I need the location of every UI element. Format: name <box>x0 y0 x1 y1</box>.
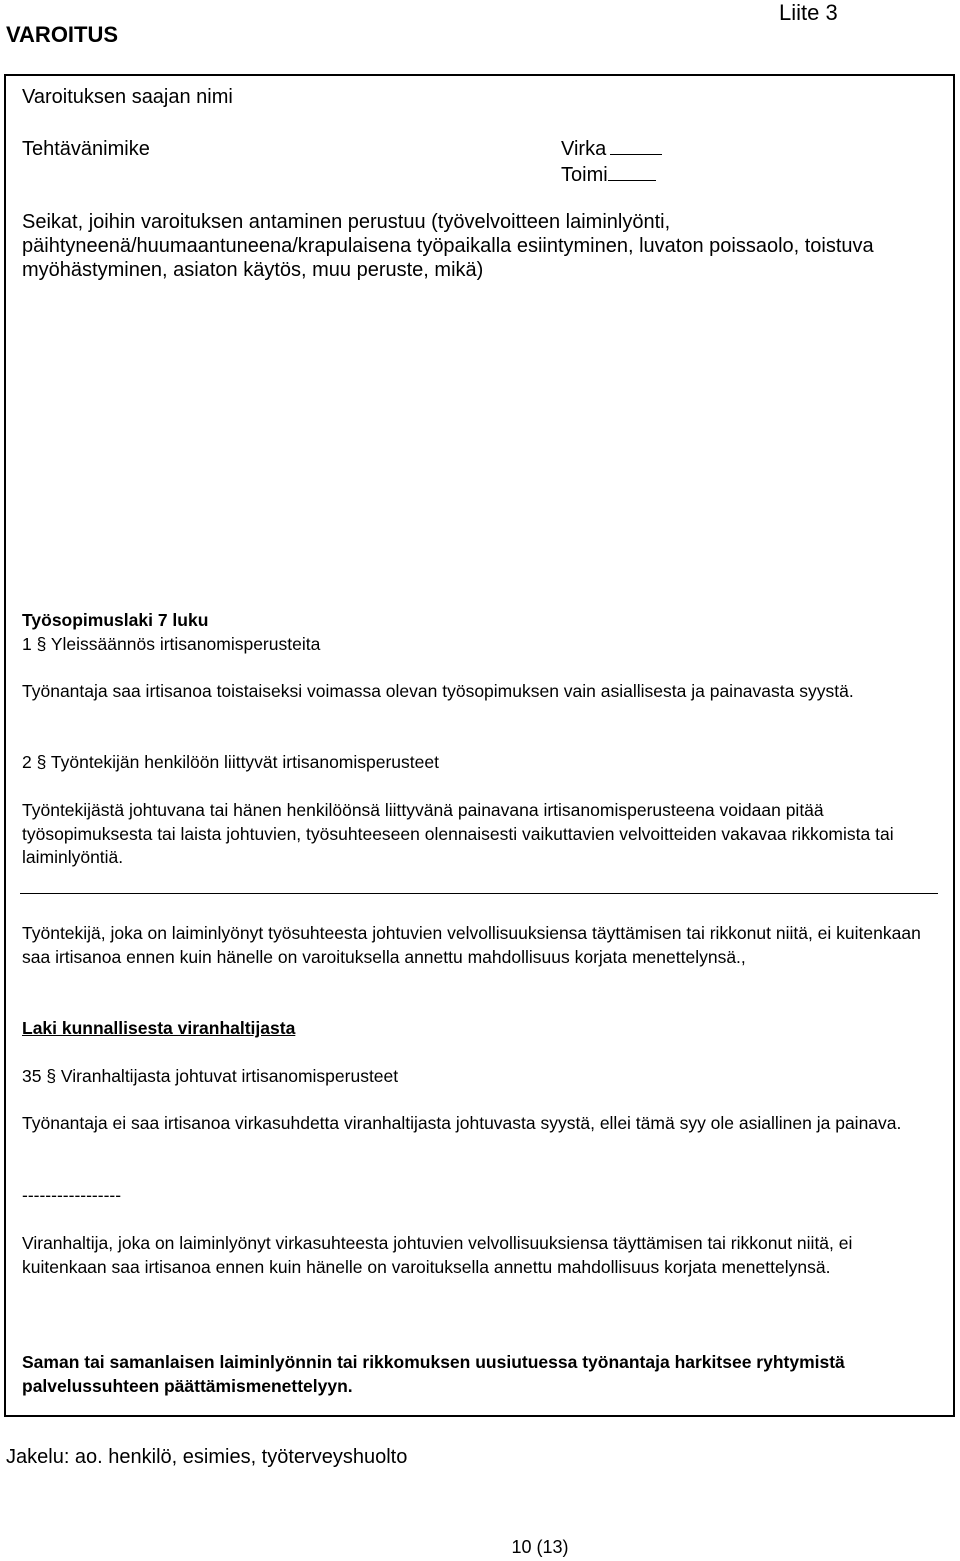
job-title-label: Tehtävänimike <box>22 138 150 160</box>
law2-heading: Laki kunnallisesta viranhaltijasta <box>22 1018 296 1038</box>
virka-field[interactable] <box>561 138 662 161</box>
closing-statement: Saman tai samanlaisen laiminlyönnin tai rikkomuksen uusiutuessa työnantaja harkitsee ryhtymistä palvelussuhteen päättämismenettelyyn. <box>22 1352 845 1396</box>
appendix-label: Liite 3 <box>779 0 838 25</box>
document-title: VAROITUS <box>6 22 119 47</box>
virka-blank-line <box>610 153 662 155</box>
law1-section2-title: 2 § Työntekijän henkilöön liittyvät irtisanomisperusteet <box>22 752 439 772</box>
law1-section1-text: Työnantaja saa irtisanoa toistaiseksi voimassa olevan työsopimuksen vain asiallisesta ja painavasta syystä. <box>22 681 854 701</box>
virka-label: Virka <box>561 138 607 160</box>
toimi-blank-line <box>608 179 656 181</box>
recipient-name-label: Varoituksen saajan nimi <box>22 86 233 108</box>
law1-heading: Työsopimuslaki 7 luku <box>22 610 209 630</box>
law2-section35-title: 35 § Viranhaltijasta johtuvat irtisanomisperusteet <box>22 1066 399 1086</box>
law1-section2-text2: Työntekijä, joka on laiminlyönyt työsuhteesta johtuvien velvollisuuksiensa täyttämisen tai rikkonut niitä, ei kuitenkaan saa irtisanoa ennen kuin hänelle on varoituksella annettu mahdollisuus korjata menettelynsä., <box>22 923 921 967</box>
grounds-label: Seikat, joihin varoituksen antaminen perustuu (työvelvoitteen laiminlyönti, päihtyneenä/huumaantuneena/krapulaisena työpaikalla esiintyminen, luvaton poissaolo, toistuva myöhästyminen, asiaton käytös, muu peruste, mikä) <box>22 211 874 281</box>
law2-section35-text2: Viranhaltija, joka on laiminlyönyt virkasuhteesta johtuvien velvollisuuksiensa täyttämisen tai rikkonut niitä, ei kuitenkaan saa irtisanoa ennen kuin hänelle on varoituksella annettu mahdollisuus korjata menettelynsä. <box>22 1233 853 1277</box>
dashed-separator: ----------------- <box>22 1185 122 1205</box>
toimi-field[interactable] <box>561 164 656 187</box>
law1-section2-text: Työntekijästä johtuvana tai hänen henkilöönsä liittyvänä painavana irtisanomisperusteena voidaan pitää työsopimuksesta tai laista johtuvien, työsuhteeseen olennaisesti vaikuttavien velvoitteiden vakavaa rikkomista tai laiminlyöntiä. <box>22 800 894 867</box>
law2-section35-text: Työnantaja ei saa irtisanoa virkasuhdetta viranhaltijasta johtuvasta syystä, ellei tämä syy ole asiallinen ja painava. <box>22 1113 902 1133</box>
page-number: 10 (13) <box>511 1537 569 1557</box>
section-divider-line <box>20 893 938 894</box>
law1-section1-title: 1 § Yleissäännös irtisanomisperusteita <box>22 634 321 654</box>
distribution-line: Jakelu: ao. henkilö, esimies, työterveyshuolto <box>6 1446 408 1468</box>
toimi-label: Toimi <box>561 164 608 186</box>
